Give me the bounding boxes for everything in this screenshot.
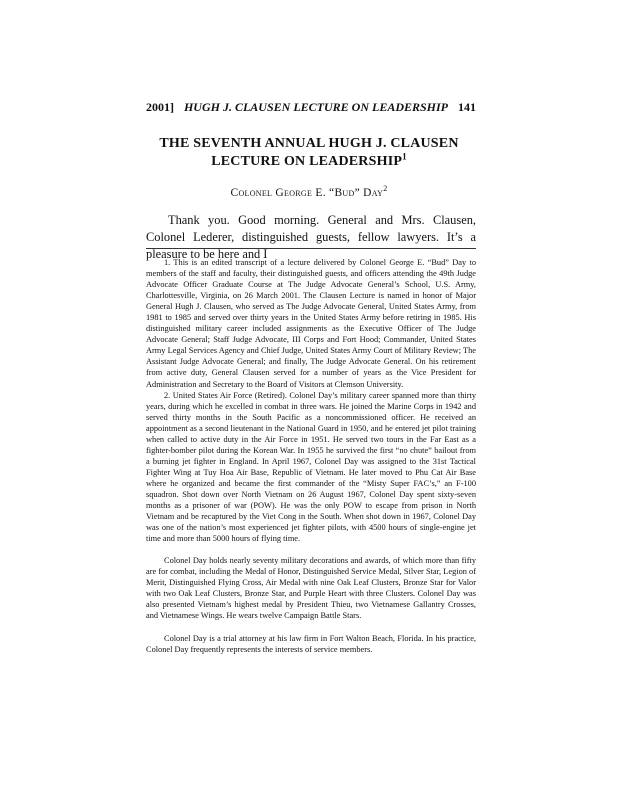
running-head bbox=[146, 100, 476, 115]
footnote-2-paragraph-3: Colonel Day is a trial attorney at his law firm in Fort Walton Beach, Florida. In his practice, Colonel Day frequently represents the interests of service members. bbox=[146, 633, 476, 654]
footnote-2-paragraph-2: Colonel Day holds nearly seventy military decorations and awards, of which more than fifty are for combat, including the Medal of Honor, Distinguished Service Medal, Silver Star, Legion of Merit, Distinguished Flying Cross, Air Medal with nine Oak Leaf Clusters, Bronze Star for Valor with two Oak Leaf Clusters, Bronze Star, and Purple Heart with three Clusters. Colonel Day was also presented Vietnam’s highest medal by President Thieu, two Vietnamese Gallantry Crosses, and Vietnamese Wings. He wears twelve Campaign Battle Stars. bbox=[146, 556, 476, 621]
body-paragraph: Thank you. Good morning. General and Mrs. Clausen, Colonel Lederer, distinguished guests, fellow lawyers. It’s a pleasure to be here and I bbox=[146, 213, 476, 261]
title-line-2 bbox=[0, 153, 618, 171]
running-head-volume: 2001] bbox=[146, 100, 174, 114]
footnote-2: 2. United States Air Force (Retired). Colonel Day’s military career spanned more than thirty years, during which he excelled in combat in three wars. He joined the Marine Corps in 1942 and served thirty months in the South Pacific as a noncommissioned officer. He received an appointment as a second lieutenant in the National Guard in 1950, and he entered jet pilot training when called to active duty in the Air Force in 1951. He served two tours in the Far East as a fighter-bomber pilot during the Korean War. In 1955 he survived the first “no chute” bailout from a burning jet fighter in England. In April 1967, Colonel Day was assigned to the 31st Tactical Fighter Wing at Tuy Hoa Air Base, Republic of Vietnam. He later moved to Phu Cat Air Base where he organized and became the first commander of the “Misty Super FAC’s,” an F-100 squadron. Shot down over North Vietnam on 26 August 1967, Colonel Day spent sixty-seven months as a prisoner of war (POW). He was the only POW to escape from prison in North Vietnam and be recaptured by the Viet Cong in the South. When shot down in 1967, Colonel Day was one of the nation’s most experienced jet fighter pilots, with 4500 hours of single-engine jet time and more than 5000 hours of flying time. bbox=[146, 390, 476, 544]
author-name: Colonel George E. “Bud” Day bbox=[230, 187, 384, 199]
author-footnote-marker: 2 bbox=[383, 184, 388, 194]
title-footnote-marker: 1 bbox=[402, 151, 407, 162]
footnote-1: 1. This is an edited transcript of a lecture delivered by Colonel George E. “Bud” Day to members of the staff and faculty, their distinguished guests, and officers attending the 49th Judge Advocate Officer Graduate Course at The Judge Advocate General’s School, U.S. Army, Charlottesville, Virginia, on 26 March 2001. The Clausen Lecture is named in honor of Major General Hugh J. Clausen, who served as The Judge Advocate General, United States Army, from 1981 to 1985 and served over thirty years in the United States Army before retiring in 1985. His distinguished military career included assignments as the Executive Officer of The Judge Advocate General; Staff Judge Advocate, III Corps and Fort Hood; Commander, United States Army Legal Services Agency and Chief Judge, United States Army Court of Military Review; The Assistant Judge Advocate General; and finally, The Judge Advocate General. On his retirement from active duty, General Clausen served for a number of years as the Vice President for Administration and Secretary to the Board of Visitors at Clemson University. bbox=[146, 258, 476, 389]
footnote-divider bbox=[146, 248, 476, 249]
author-byline bbox=[0, 184, 618, 199]
title-line-1: THE SEVENTH ANNUAL HUGH J. CLAUSEN bbox=[159, 136, 459, 151]
footnotes bbox=[146, 257, 476, 655]
running-head-title: HUGH J. CLAUSEN LECTURE ON LEADERSHIP bbox=[183, 100, 449, 114]
page-number: 141 bbox=[457, 100, 476, 114]
lecture-title bbox=[0, 135, 618, 171]
title-line-2-text: LECTURE ON LEADERSHIP bbox=[211, 154, 403, 169]
